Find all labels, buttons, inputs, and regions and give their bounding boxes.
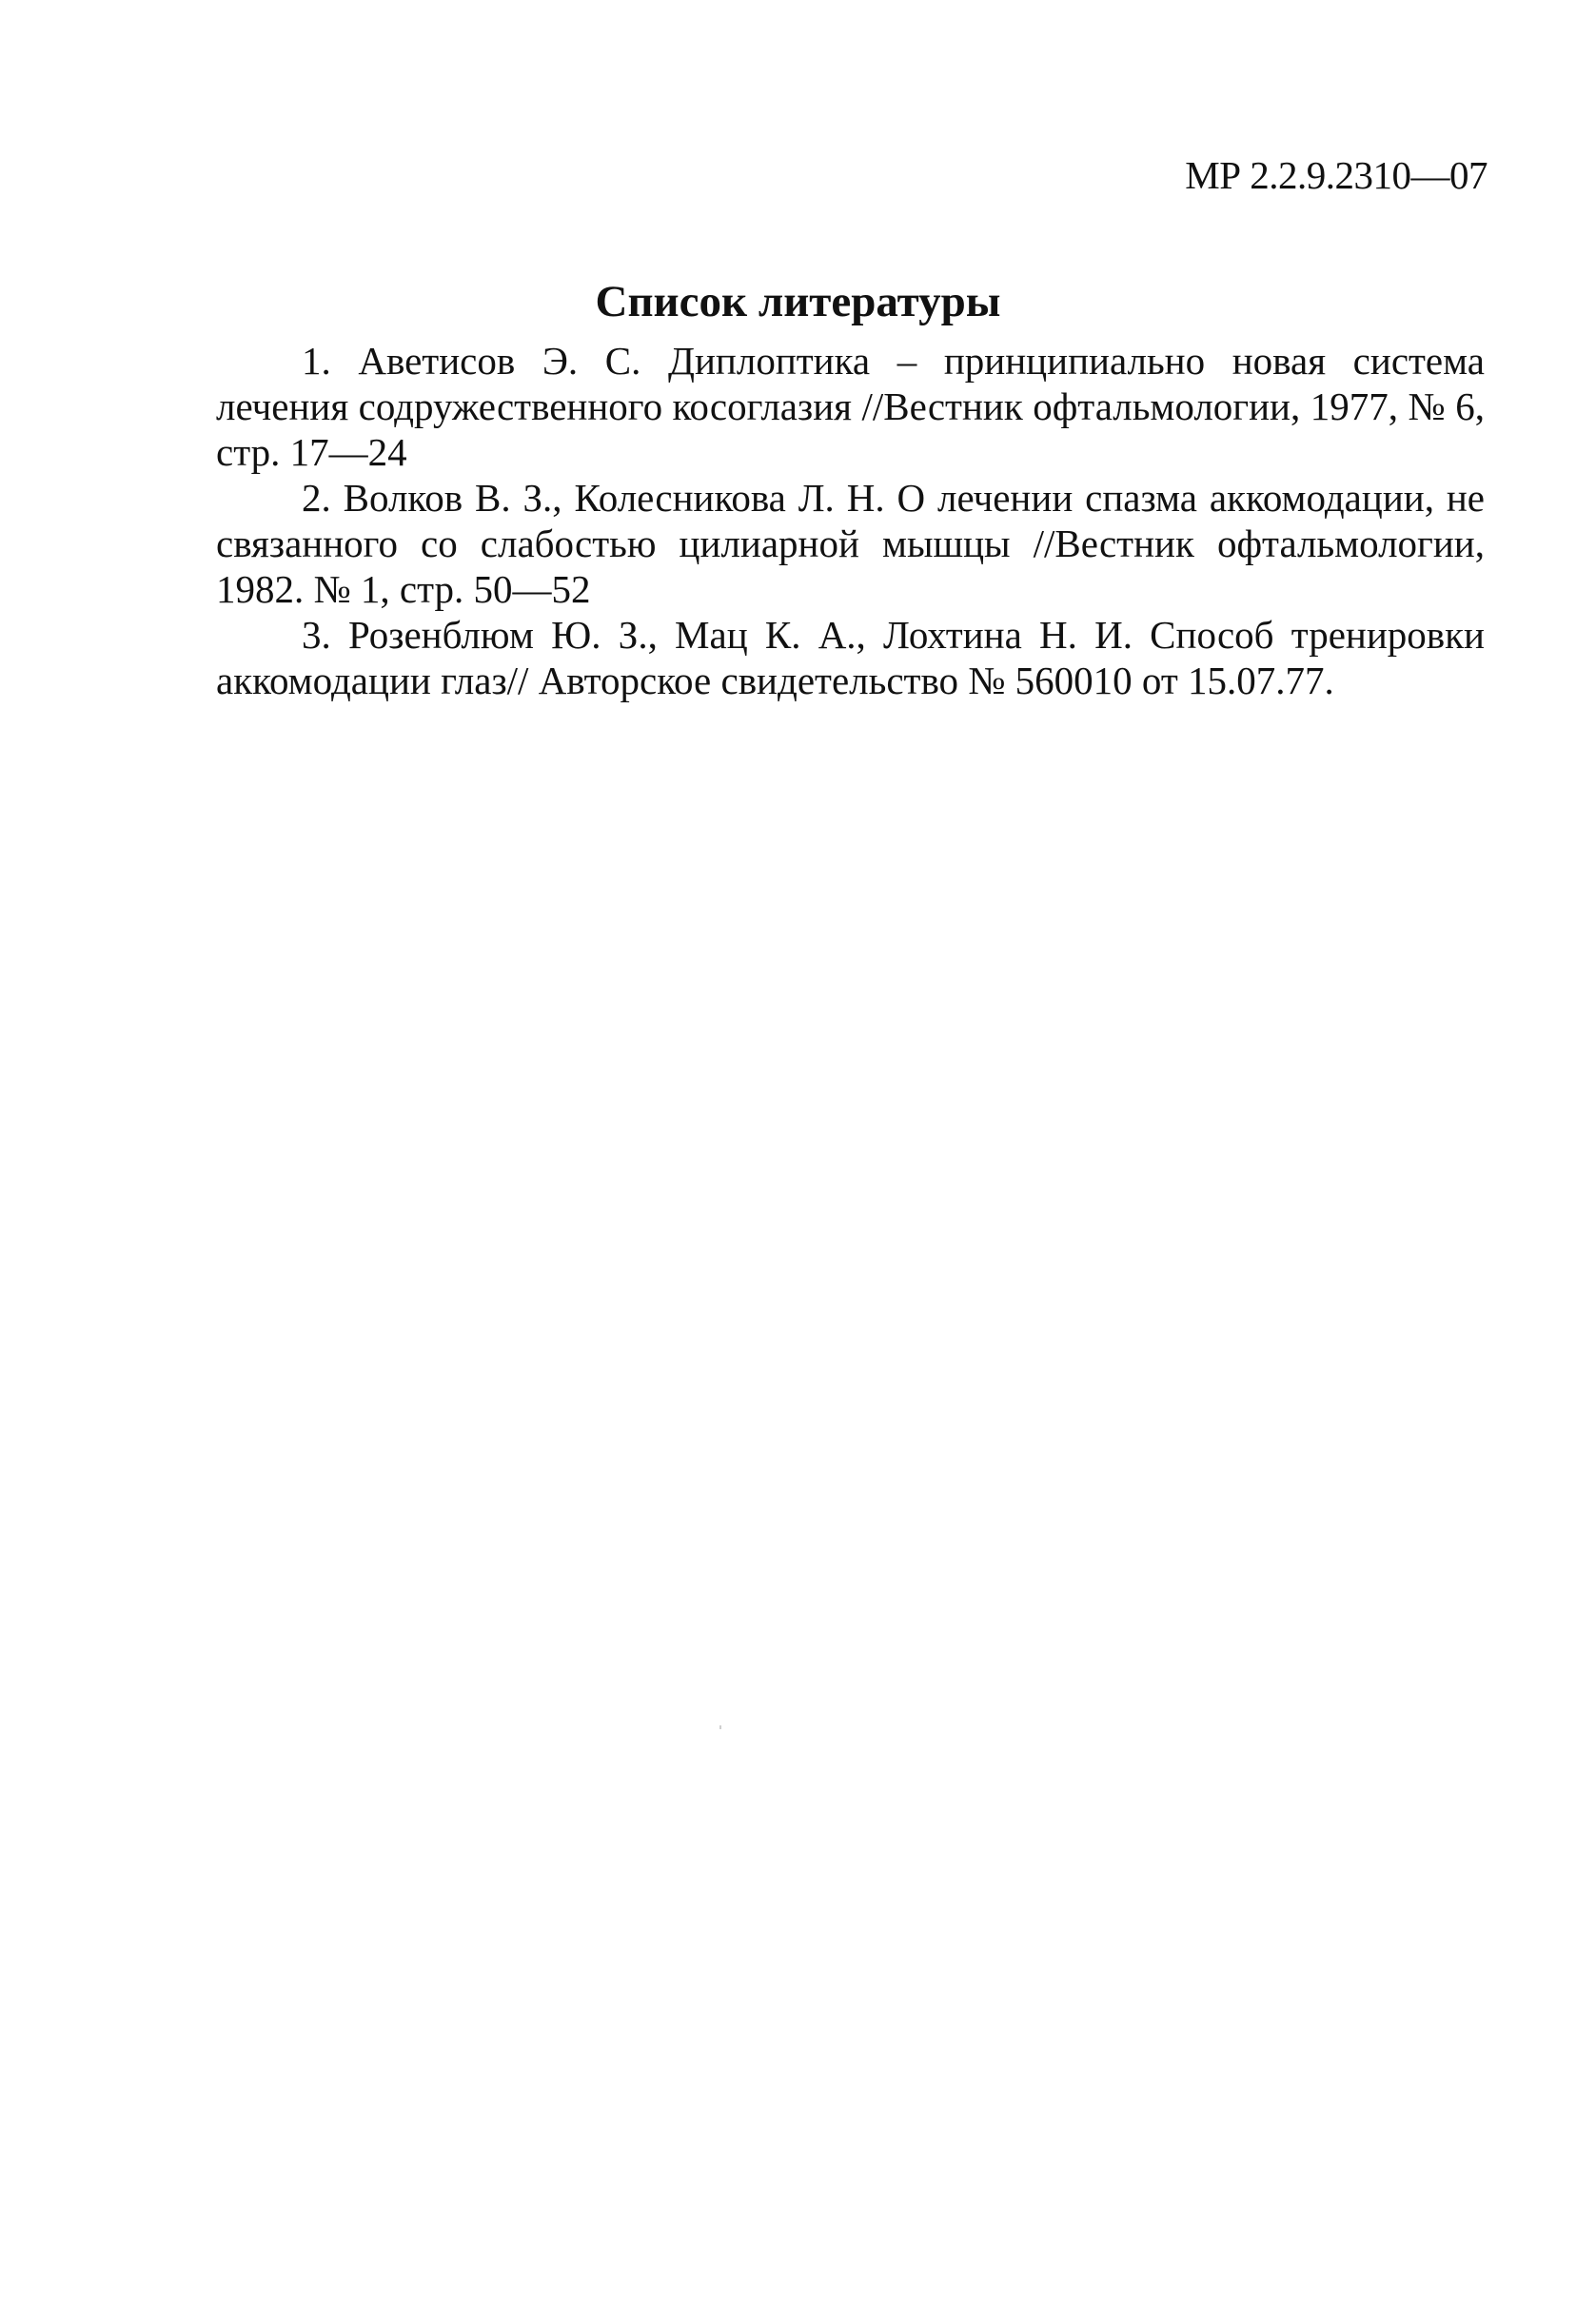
document-code: МР 2.2.9.2310—07 [1185,153,1488,197]
reference-item: 2. Волков В. З., Колесникова Л. Н. О лечении спазма аккомодации, не связанного со слабостью цилиарной мышцы //Вестник офтальмологии, 1982. № 1, стр. 50—52 [216,476,1485,611]
scan-speck [719,1725,721,1729]
references-list [216,338,1485,703]
reference-item: 1. Аветисов Э. С. Диплоптика – принципиально новая система лечения содружественного косоглазия //Вестник офтальмологии, 1977, № 6, стр. 17—24 [216,339,1485,474]
references-title: Список литературы [595,277,1001,326]
reference-item: 3. Розенблюм Ю. З., Мац К. А., Лохтина Н. И. Способ тренировки аккомодации глаз// Авторское свидетельство № 560010 от 15.07.77. [216,613,1485,702]
